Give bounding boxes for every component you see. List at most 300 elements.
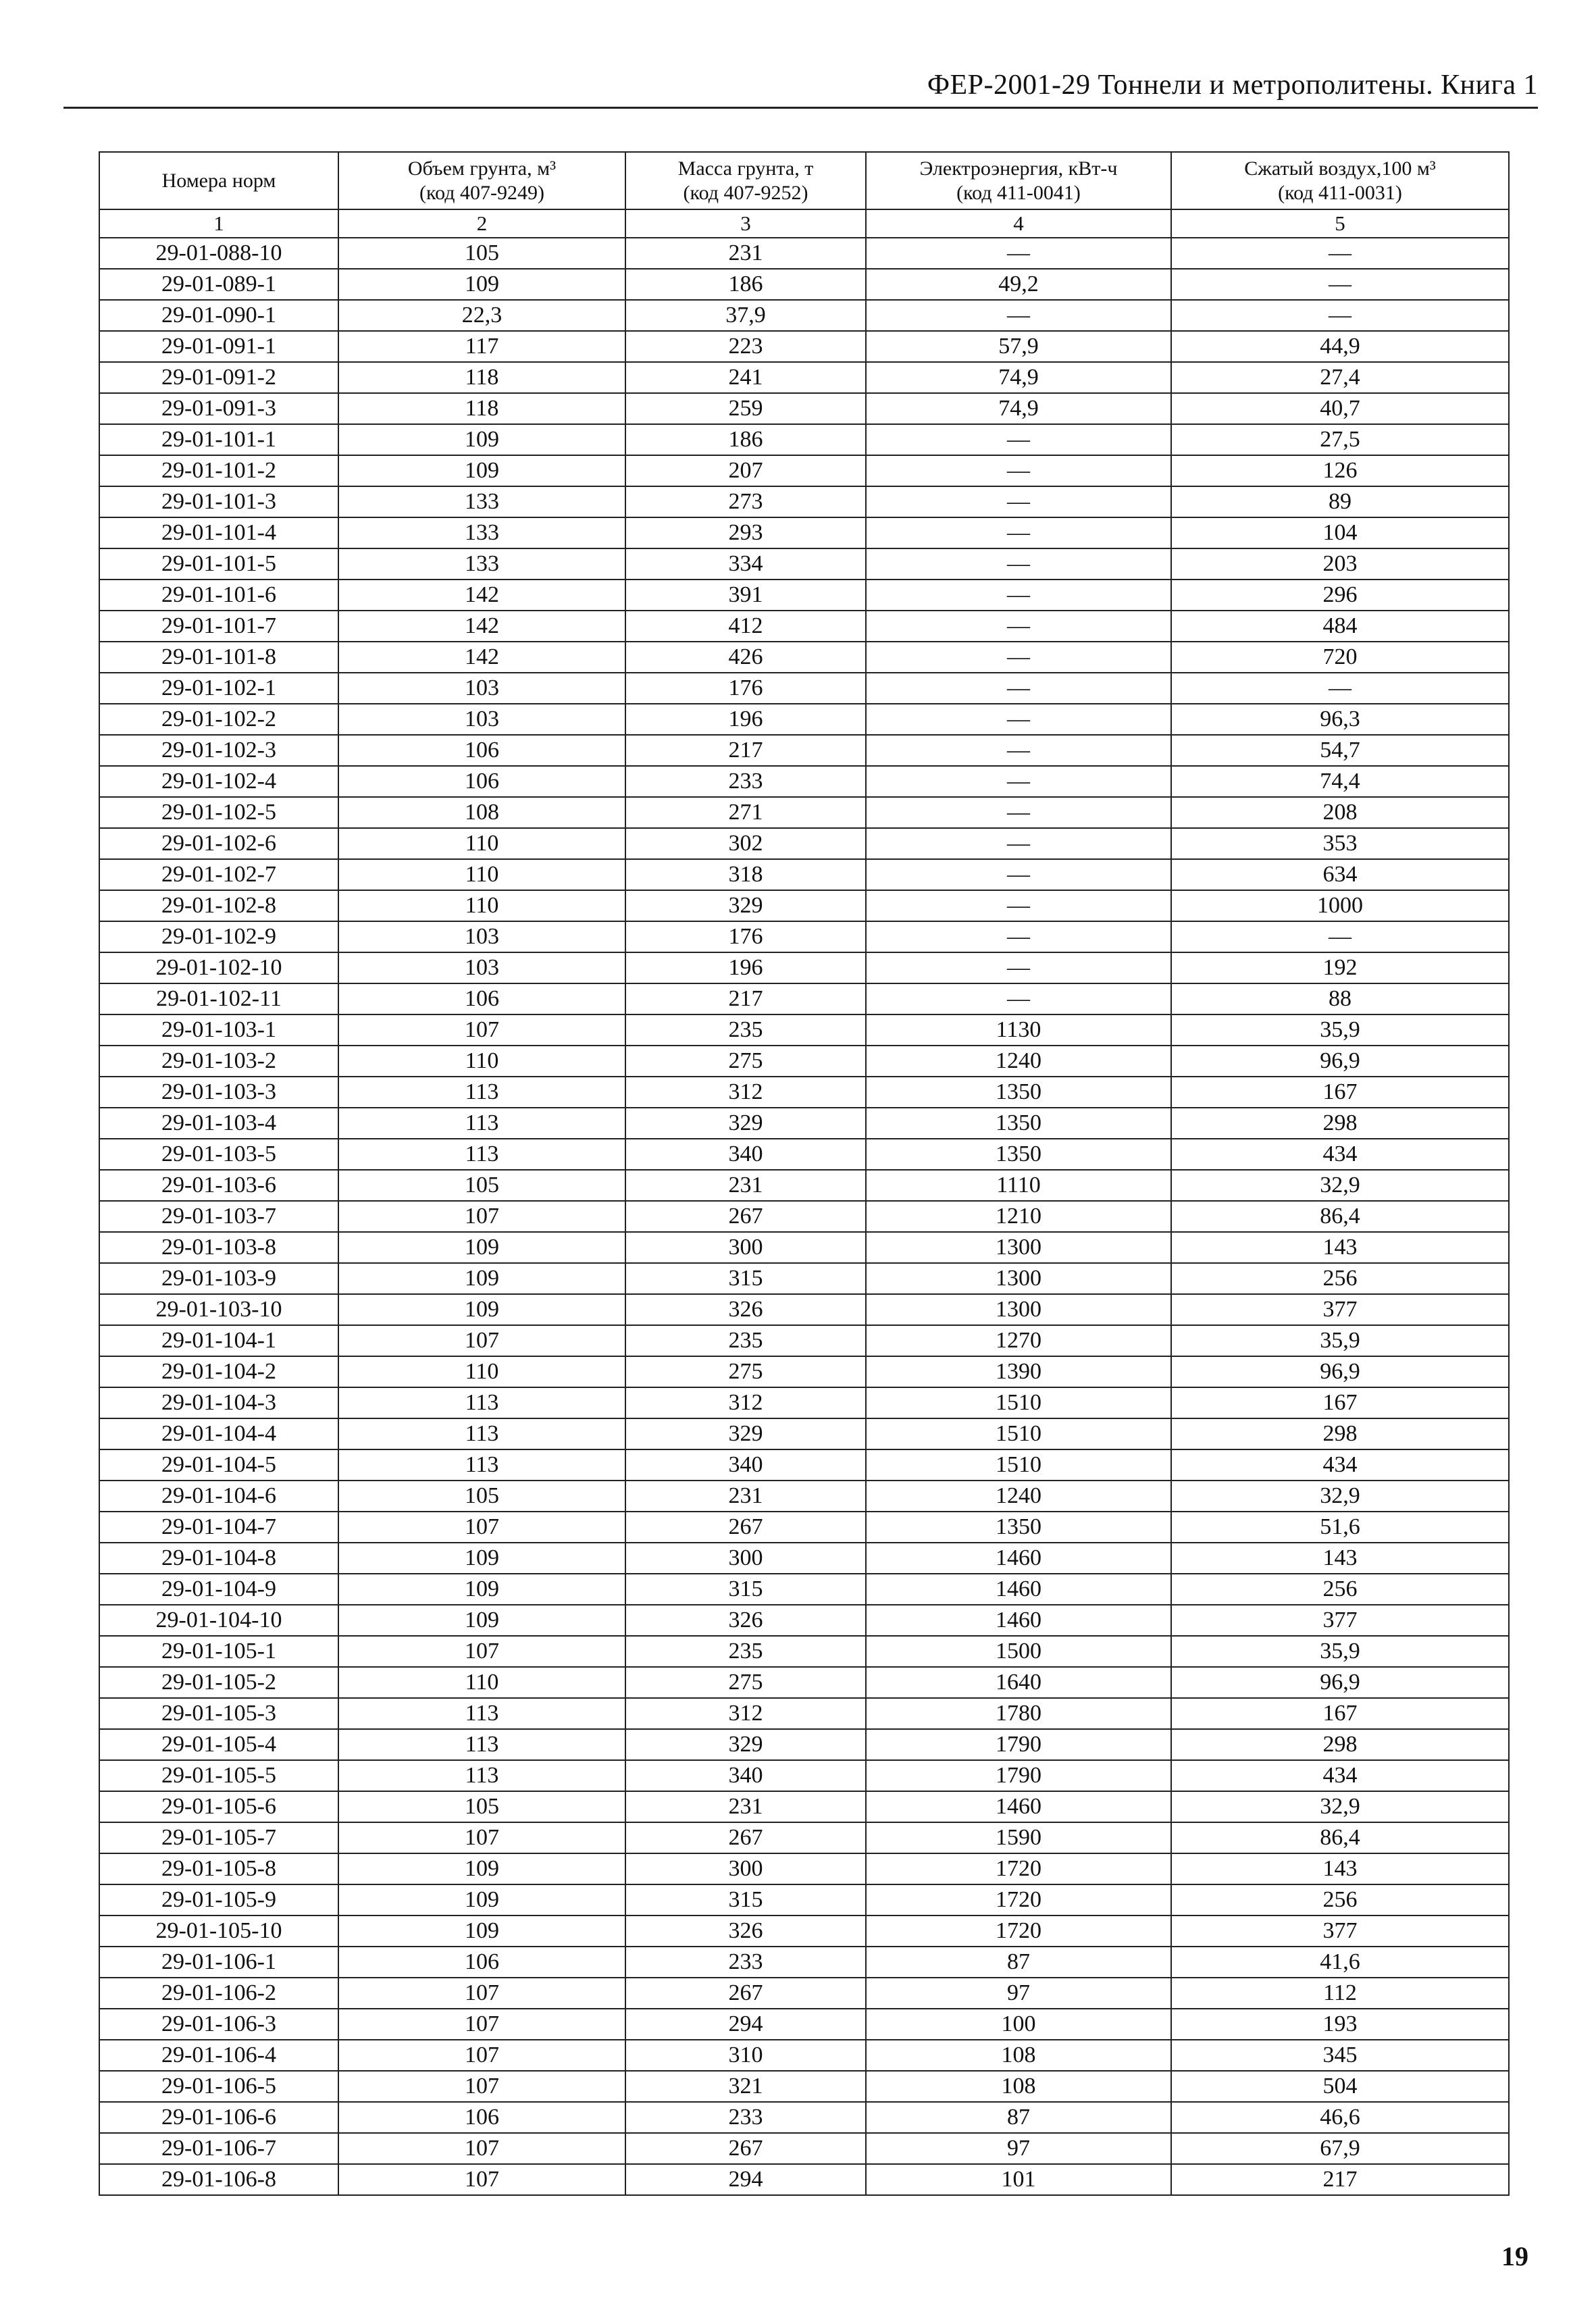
soil-mass-cell: 318 — [625, 859, 866, 890]
electricity-cell: — — [866, 735, 1171, 766]
norm-number-cell: 29-01-103-1 — [99, 1014, 338, 1046]
table-row — [99, 766, 1509, 797]
norm-number-cell: 29-01-104-10 — [99, 1605, 338, 1636]
soil-mass-cell: 217 — [625, 983, 866, 1014]
norm-number-cell: 29-01-102-1 — [99, 673, 338, 704]
table-row — [99, 362, 1509, 393]
soil-volume-cell: 109 — [338, 1543, 625, 1574]
table-row — [99, 1512, 1509, 1543]
soil-volume-cell: 109 — [338, 1294, 625, 1325]
table-row — [99, 1947, 1509, 1978]
electricity-cell: 1460 — [866, 1574, 1171, 1605]
compressed-air-cell: 345 — [1171, 2040, 1509, 2071]
compressed-air-cell: 27,5 — [1171, 424, 1509, 455]
norm-number-cell: 29-01-103-4 — [99, 1108, 338, 1139]
column-header-label: Сжатый воздух,100 м³ — [1244, 157, 1436, 180]
soil-mass-cell: 391 — [625, 580, 866, 611]
table-row — [99, 1014, 1509, 1046]
table-row — [99, 1046, 1509, 1077]
table-row — [99, 2133, 1509, 2164]
table-row — [99, 1201, 1509, 1232]
soil-volume-cell: 110 — [338, 1046, 625, 1077]
norm-number-cell: 29-01-101-1 — [99, 424, 338, 455]
electricity-cell: — — [866, 952, 1171, 983]
header-divider — [63, 107, 1538, 109]
compressed-air-cell: 504 — [1171, 2071, 1509, 2102]
compressed-air-cell: 126 — [1171, 455, 1509, 486]
compressed-air-cell: 298 — [1171, 1108, 1509, 1139]
table-row — [99, 1667, 1509, 1698]
soil-volume-cell: 113 — [338, 1729, 625, 1760]
soil-mass-cell: 294 — [625, 2009, 866, 2040]
soil-mass-cell: 186 — [625, 269, 866, 300]
electricity-cell: 87 — [866, 1947, 1171, 1978]
compressed-air-cell: 434 — [1171, 1449, 1509, 1481]
norm-number-cell: 29-01-102-10 — [99, 952, 338, 983]
norm-number-cell: 29-01-104-7 — [99, 1512, 338, 1543]
norm-number-cell: 29-01-106-8 — [99, 2164, 338, 2195]
soil-mass-cell: 321 — [625, 2071, 866, 2102]
soil-mass-cell: 37,9 — [625, 300, 866, 331]
soil-mass-cell: 334 — [625, 548, 866, 580]
soil-volume-cell: 105 — [338, 238, 625, 269]
table-row — [99, 1449, 1509, 1481]
soil-volume-cell: 113 — [338, 1077, 625, 1108]
table-row — [99, 704, 1509, 735]
compressed-air-cell: 167 — [1171, 1077, 1509, 1108]
norm-number-cell: 29-01-102-9 — [99, 921, 338, 952]
electricity-cell: — — [866, 983, 1171, 1014]
soil-mass-cell: 275 — [625, 1046, 866, 1077]
electricity-cell: 1300 — [866, 1294, 1171, 1325]
norm-number-cell: 29-01-101-7 — [99, 611, 338, 642]
compressed-air-cell: 484 — [1171, 611, 1509, 642]
norm-number-cell: 29-01-106-5 — [99, 2071, 338, 2102]
compressed-air-cell: 96,9 — [1171, 1046, 1509, 1077]
soil-mass-cell: 340 — [625, 1449, 866, 1481]
norm-number-cell: 29-01-104-6 — [99, 1481, 338, 1512]
electricity-cell: 1510 — [866, 1418, 1171, 1449]
soil-mass-cell: 231 — [625, 1481, 866, 1512]
electricity-cell: 1130 — [866, 1014, 1171, 1046]
soil-volume-cell: 105 — [338, 1791, 625, 1822]
soil-volume-cell: 106 — [338, 735, 625, 766]
electricity-cell: 1510 — [866, 1387, 1171, 1418]
soil-mass-cell: 300 — [625, 1543, 866, 1574]
soil-volume-cell: 105 — [338, 1170, 625, 1201]
soil-volume-cell: 110 — [338, 1356, 625, 1387]
soil-volume-cell: 142 — [338, 611, 625, 642]
soil-mass-cell: 235 — [625, 1636, 866, 1667]
electricity-cell: 97 — [866, 1978, 1171, 2009]
electricity-cell: 1350 — [866, 1108, 1171, 1139]
compressed-air-cell: — — [1171, 269, 1509, 300]
soil-mass-cell: 294 — [625, 2164, 866, 2195]
soil-volume-cell: 105 — [338, 1481, 625, 1512]
electricity-cell: — — [866, 611, 1171, 642]
soil-mass-cell: 275 — [625, 1356, 866, 1387]
norm-number-cell: 29-01-104-4 — [99, 1418, 338, 1449]
soil-mass-cell: 310 — [625, 2040, 866, 2071]
soil-volume-cell: 109 — [338, 424, 625, 455]
electricity-cell: 1790 — [866, 1760, 1171, 1791]
table-row — [99, 2102, 1509, 2133]
table-row — [99, 828, 1509, 859]
soil-mass-cell: 329 — [625, 890, 866, 921]
norm-number-cell: 29-01-101-2 — [99, 455, 338, 486]
soil-mass-cell: 326 — [625, 1916, 866, 1947]
table-row — [99, 1636, 1509, 1667]
norm-number-cell: 29-01-106-3 — [99, 2009, 338, 2040]
soil-volume-cell: 106 — [338, 983, 625, 1014]
soil-volume-cell: 113 — [338, 1139, 625, 1170]
soil-mass-cell: 326 — [625, 1605, 866, 1636]
resource-norms-table — [99, 151, 1510, 2196]
compressed-air-cell: 296 — [1171, 580, 1509, 611]
soil-volume-cell: 113 — [338, 1387, 625, 1418]
electricity-cell: 1460 — [866, 1605, 1171, 1636]
soil-volume-cell: 113 — [338, 1760, 625, 1791]
compressed-air-cell: 203 — [1171, 548, 1509, 580]
soil-volume-cell: 113 — [338, 1698, 625, 1729]
electricity-cell: — — [866, 890, 1171, 921]
table-row — [99, 393, 1509, 424]
table-row — [99, 1077, 1509, 1108]
compressed-air-cell: 298 — [1171, 1729, 1509, 1760]
soil-mass-cell: 233 — [625, 766, 866, 797]
compressed-air-cell: 1000 — [1171, 890, 1509, 921]
electricity-cell: 1590 — [866, 1822, 1171, 1853]
table-row — [99, 1822, 1509, 1853]
norm-number-cell: 29-01-103-8 — [99, 1232, 338, 1263]
column-number: 1 — [99, 209, 338, 238]
norm-number-cell: 29-01-088-10 — [99, 238, 338, 269]
compressed-air-cell: 32,9 — [1171, 1791, 1509, 1822]
soil-mass-cell: 275 — [625, 1667, 866, 1698]
electricity-cell: 1300 — [866, 1263, 1171, 1294]
electricity-cell: 1350 — [866, 1077, 1171, 1108]
compressed-air-cell: 67,9 — [1171, 2133, 1509, 2164]
soil-volume-cell: 106 — [338, 766, 625, 797]
table-row — [99, 1232, 1509, 1263]
table-row — [99, 890, 1509, 921]
norm-number-cell: 29-01-101-8 — [99, 642, 338, 673]
soil-volume-cell: 107 — [338, 2164, 625, 2195]
compressed-air-cell: 377 — [1171, 1916, 1509, 1947]
compressed-air-cell: 27,4 — [1171, 362, 1509, 393]
soil-mass-cell: 207 — [625, 455, 866, 486]
norm-number-cell: 29-01-105-6 — [99, 1791, 338, 1822]
table-row — [99, 269, 1509, 300]
electricity-cell: — — [866, 424, 1171, 455]
electricity-cell: 1210 — [866, 1201, 1171, 1232]
table-row — [99, 1543, 1509, 1574]
soil-mass-cell: 233 — [625, 1947, 866, 1978]
soil-mass-cell: 196 — [625, 704, 866, 735]
table-row — [99, 1791, 1509, 1822]
compressed-air-cell: 46,6 — [1171, 2102, 1509, 2133]
column-header-label: Масса грунта, т — [677, 157, 814, 180]
soil-mass-cell: 312 — [625, 1387, 866, 1418]
electricity-cell: 49,2 — [866, 269, 1171, 300]
table-row — [99, 1356, 1509, 1387]
soil-volume-cell: 142 — [338, 642, 625, 673]
compressed-air-cell: 208 — [1171, 797, 1509, 828]
soil-mass-cell: 196 — [625, 952, 866, 983]
soil-mass-cell: 315 — [625, 1574, 866, 1605]
soil-volume-cell: 109 — [338, 1605, 625, 1636]
soil-mass-cell: 340 — [625, 1760, 866, 1791]
soil-volume-cell: 109 — [338, 1916, 625, 1947]
norm-number-cell: 29-01-106-7 — [99, 2133, 338, 2164]
table-row — [99, 921, 1509, 952]
electricity-cell: 1270 — [866, 1325, 1171, 1356]
column-header-soil-mass — [625, 152, 866, 209]
electricity-cell: 57,9 — [866, 331, 1171, 362]
column-header-norm-numbers — [99, 152, 338, 209]
compressed-air-cell: 298 — [1171, 1418, 1509, 1449]
table-body — [99, 238, 1509, 2195]
norm-number-cell: 29-01-104-3 — [99, 1387, 338, 1418]
norm-number-cell: 29-01-103-10 — [99, 1294, 338, 1325]
soil-mass-cell: 267 — [625, 2133, 866, 2164]
norm-number-cell: 29-01-103-5 — [99, 1139, 338, 1170]
page-number: 19 — [1501, 2241, 1528, 2271]
column-number: 2 — [338, 209, 625, 238]
soil-volume-cell: 107 — [338, 2071, 625, 2102]
table-row — [99, 611, 1509, 642]
compressed-air-cell: 104 — [1171, 517, 1509, 548]
norm-number-cell: 29-01-105-9 — [99, 1884, 338, 1916]
soil-mass-cell: 267 — [625, 1978, 866, 2009]
soil-mass-cell: 217 — [625, 735, 866, 766]
compressed-air-cell: 96,9 — [1171, 1667, 1509, 1698]
table-row — [99, 1170, 1509, 1201]
norm-number-cell: 29-01-103-6 — [99, 1170, 338, 1201]
electricity-cell: 1720 — [866, 1916, 1171, 1947]
electricity-cell: 1720 — [866, 1853, 1171, 1884]
soil-mass-cell: 329 — [625, 1418, 866, 1449]
soil-mass-cell: 326 — [625, 1294, 866, 1325]
soil-mass-cell: 329 — [625, 1108, 866, 1139]
electricity-cell: — — [866, 517, 1171, 548]
soil-volume-cell: 22,3 — [338, 300, 625, 331]
norm-number-cell: 29-01-101-6 — [99, 580, 338, 611]
soil-volume-cell: 109 — [338, 269, 625, 300]
soil-mass-cell: 271 — [625, 797, 866, 828]
column-header-code: (код 407-9252) — [683, 181, 808, 204]
column-header-label: Объем грунта, м³ — [407, 157, 557, 180]
soil-volume-cell: 106 — [338, 1947, 625, 1978]
electricity-cell: 97 — [866, 2133, 1171, 2164]
norm-number-cell: 29-01-091-2 — [99, 362, 338, 393]
soil-mass-cell: 300 — [625, 1853, 866, 1884]
soil-volume-cell: 133 — [338, 486, 625, 517]
table-row — [99, 1916, 1509, 1947]
electricity-cell: 1110 — [866, 1170, 1171, 1201]
electricity-cell: 1240 — [866, 1481, 1171, 1512]
electricity-cell: 1720 — [866, 1884, 1171, 1916]
norm-number-cell: 29-01-104-2 — [99, 1356, 338, 1387]
norm-number-cell: 29-01-106-2 — [99, 1978, 338, 2009]
table-row — [99, 300, 1509, 331]
soil-mass-cell: 259 — [625, 393, 866, 424]
soil-volume-cell: 103 — [338, 704, 625, 735]
soil-volume-cell: 107 — [338, 1201, 625, 1232]
table-row — [99, 1698, 1509, 1729]
norm-number-cell: 29-01-101-5 — [99, 548, 338, 580]
soil-volume-cell: 103 — [338, 952, 625, 983]
column-header-compressed-air — [1171, 152, 1509, 209]
soil-mass-cell: 176 — [625, 673, 866, 704]
compressed-air-cell: 256 — [1171, 1263, 1509, 1294]
soil-mass-cell: 312 — [625, 1698, 866, 1729]
electricity-cell: 87 — [866, 2102, 1171, 2133]
soil-mass-cell: 267 — [625, 1201, 866, 1232]
table-row — [99, 331, 1509, 362]
electricity-cell: 1510 — [866, 1449, 1171, 1481]
electricity-cell: 1240 — [866, 1046, 1171, 1077]
compressed-air-cell: 32,9 — [1171, 1170, 1509, 1201]
compressed-air-cell: 143 — [1171, 1232, 1509, 1263]
electricity-cell: — — [866, 704, 1171, 735]
norm-number-cell: 29-01-103-3 — [99, 1077, 338, 1108]
table-row — [99, 2009, 1509, 2040]
soil-volume-cell: 103 — [338, 673, 625, 704]
soil-volume-cell: 113 — [338, 1449, 625, 1481]
norm-number-cell: 29-01-104-5 — [99, 1449, 338, 1481]
compressed-air-cell: — — [1171, 921, 1509, 952]
norm-number-cell: 29-01-102-4 — [99, 766, 338, 797]
electricity-cell: 100 — [866, 2009, 1171, 2040]
soil-volume-cell: 109 — [338, 1884, 625, 1916]
electricity-cell: — — [866, 548, 1171, 580]
electricity-cell: — — [866, 580, 1171, 611]
electricity-cell: 1300 — [866, 1232, 1171, 1263]
electricity-cell: 1350 — [866, 1512, 1171, 1543]
column-header-electricity — [866, 152, 1171, 209]
soil-volume-cell: 108 — [338, 797, 625, 828]
electricity-cell: — — [866, 238, 1171, 269]
soil-volume-cell: 107 — [338, 1636, 625, 1667]
norm-number-cell: 29-01-102-8 — [99, 890, 338, 921]
column-number-row — [99, 209, 1509, 238]
norm-number-cell: 29-01-106-4 — [99, 2040, 338, 2071]
electricity-cell: 1390 — [866, 1356, 1171, 1387]
soil-volume-cell: 109 — [338, 1853, 625, 1884]
electricity-cell: 1500 — [866, 1636, 1171, 1667]
table-row — [99, 1481, 1509, 1512]
norm-number-cell: 29-01-105-5 — [99, 1760, 338, 1791]
soil-volume-cell: 110 — [338, 859, 625, 890]
norm-number-cell: 29-01-102-11 — [99, 983, 338, 1014]
table-row — [99, 673, 1509, 704]
table-row — [99, 517, 1509, 548]
soil-volume-cell: 133 — [338, 517, 625, 548]
compressed-air-cell: 256 — [1171, 1884, 1509, 1916]
column-number: 4 — [866, 209, 1171, 238]
table-row — [99, 642, 1509, 673]
compressed-air-cell: 167 — [1171, 1387, 1509, 1418]
table-row — [99, 1574, 1509, 1605]
table-row — [99, 1978, 1509, 2009]
soil-volume-cell: 109 — [338, 1232, 625, 1263]
compressed-air-cell: 377 — [1171, 1605, 1509, 1636]
soil-volume-cell: 107 — [338, 1978, 625, 2009]
table-row — [99, 952, 1509, 983]
table-row — [99, 1325, 1509, 1356]
compressed-air-cell: 143 — [1171, 1853, 1509, 1884]
electricity-cell: — — [866, 766, 1171, 797]
soil-mass-cell: 176 — [625, 921, 866, 952]
norm-number-cell: 29-01-091-1 — [99, 331, 338, 362]
compressed-air-cell: 89 — [1171, 486, 1509, 517]
soil-volume-cell: 118 — [338, 362, 625, 393]
soil-mass-cell: 273 — [625, 486, 866, 517]
compressed-air-cell: 217 — [1171, 2164, 1509, 2195]
norm-number-cell: 29-01-106-1 — [99, 1947, 338, 1978]
table-row — [99, 983, 1509, 1014]
electricity-cell: 1460 — [866, 1791, 1171, 1822]
soil-volume-cell: 107 — [338, 2133, 625, 2164]
table-row — [99, 238, 1509, 269]
electricity-cell: 1790 — [866, 1729, 1171, 1760]
electricity-cell: 74,9 — [866, 393, 1171, 424]
column-number: 3 — [625, 209, 866, 238]
norm-number-cell: 29-01-105-10 — [99, 1916, 338, 1947]
compressed-air-cell: 41,6 — [1171, 1947, 1509, 1978]
soil-volume-cell: 107 — [338, 1325, 625, 1356]
electricity-cell: 1780 — [866, 1698, 1171, 1729]
compressed-air-cell: 40,7 — [1171, 393, 1509, 424]
soil-volume-cell: 142 — [338, 580, 625, 611]
electricity-cell: — — [866, 455, 1171, 486]
compressed-air-cell: 54,7 — [1171, 735, 1509, 766]
table-row — [99, 1387, 1509, 1418]
compressed-air-cell: 74,4 — [1171, 766, 1509, 797]
soil-volume-cell: 107 — [338, 1512, 625, 1543]
compressed-air-cell: 434 — [1171, 1760, 1509, 1791]
norm-number-cell: 29-01-102-5 — [99, 797, 338, 828]
table-row — [99, 1729, 1509, 1760]
soil-mass-cell: 231 — [625, 1170, 866, 1201]
compressed-air-cell: 256 — [1171, 1574, 1509, 1605]
table-row — [99, 1760, 1509, 1791]
compressed-air-cell: — — [1171, 673, 1509, 704]
soil-mass-cell: 312 — [625, 1077, 866, 1108]
compressed-air-cell: 434 — [1171, 1139, 1509, 1170]
table-row — [99, 2071, 1509, 2102]
soil-volume-cell: 110 — [338, 890, 625, 921]
soil-volume-cell: 106 — [338, 2102, 625, 2133]
table-row — [99, 1263, 1509, 1294]
table-row — [99, 1139, 1509, 1170]
soil-volume-cell: 113 — [338, 1418, 625, 1449]
compressed-air-cell: 167 — [1171, 1698, 1509, 1729]
norm-number-cell: 29-01-103-9 — [99, 1263, 338, 1294]
norm-number-cell: 29-01-102-7 — [99, 859, 338, 890]
column-header-soil-volume — [338, 152, 625, 209]
soil-volume-cell: 113 — [338, 1108, 625, 1139]
table-row — [99, 2164, 1509, 2195]
electricity-cell: 108 — [866, 2040, 1171, 2071]
column-number: 5 — [1171, 209, 1509, 238]
norm-number-cell: 29-01-090-1 — [99, 300, 338, 331]
electricity-cell: 74,9 — [866, 362, 1171, 393]
soil-volume-cell: 103 — [338, 921, 625, 952]
norm-number-cell: 29-01-103-7 — [99, 1201, 338, 1232]
table-row — [99, 797, 1509, 828]
